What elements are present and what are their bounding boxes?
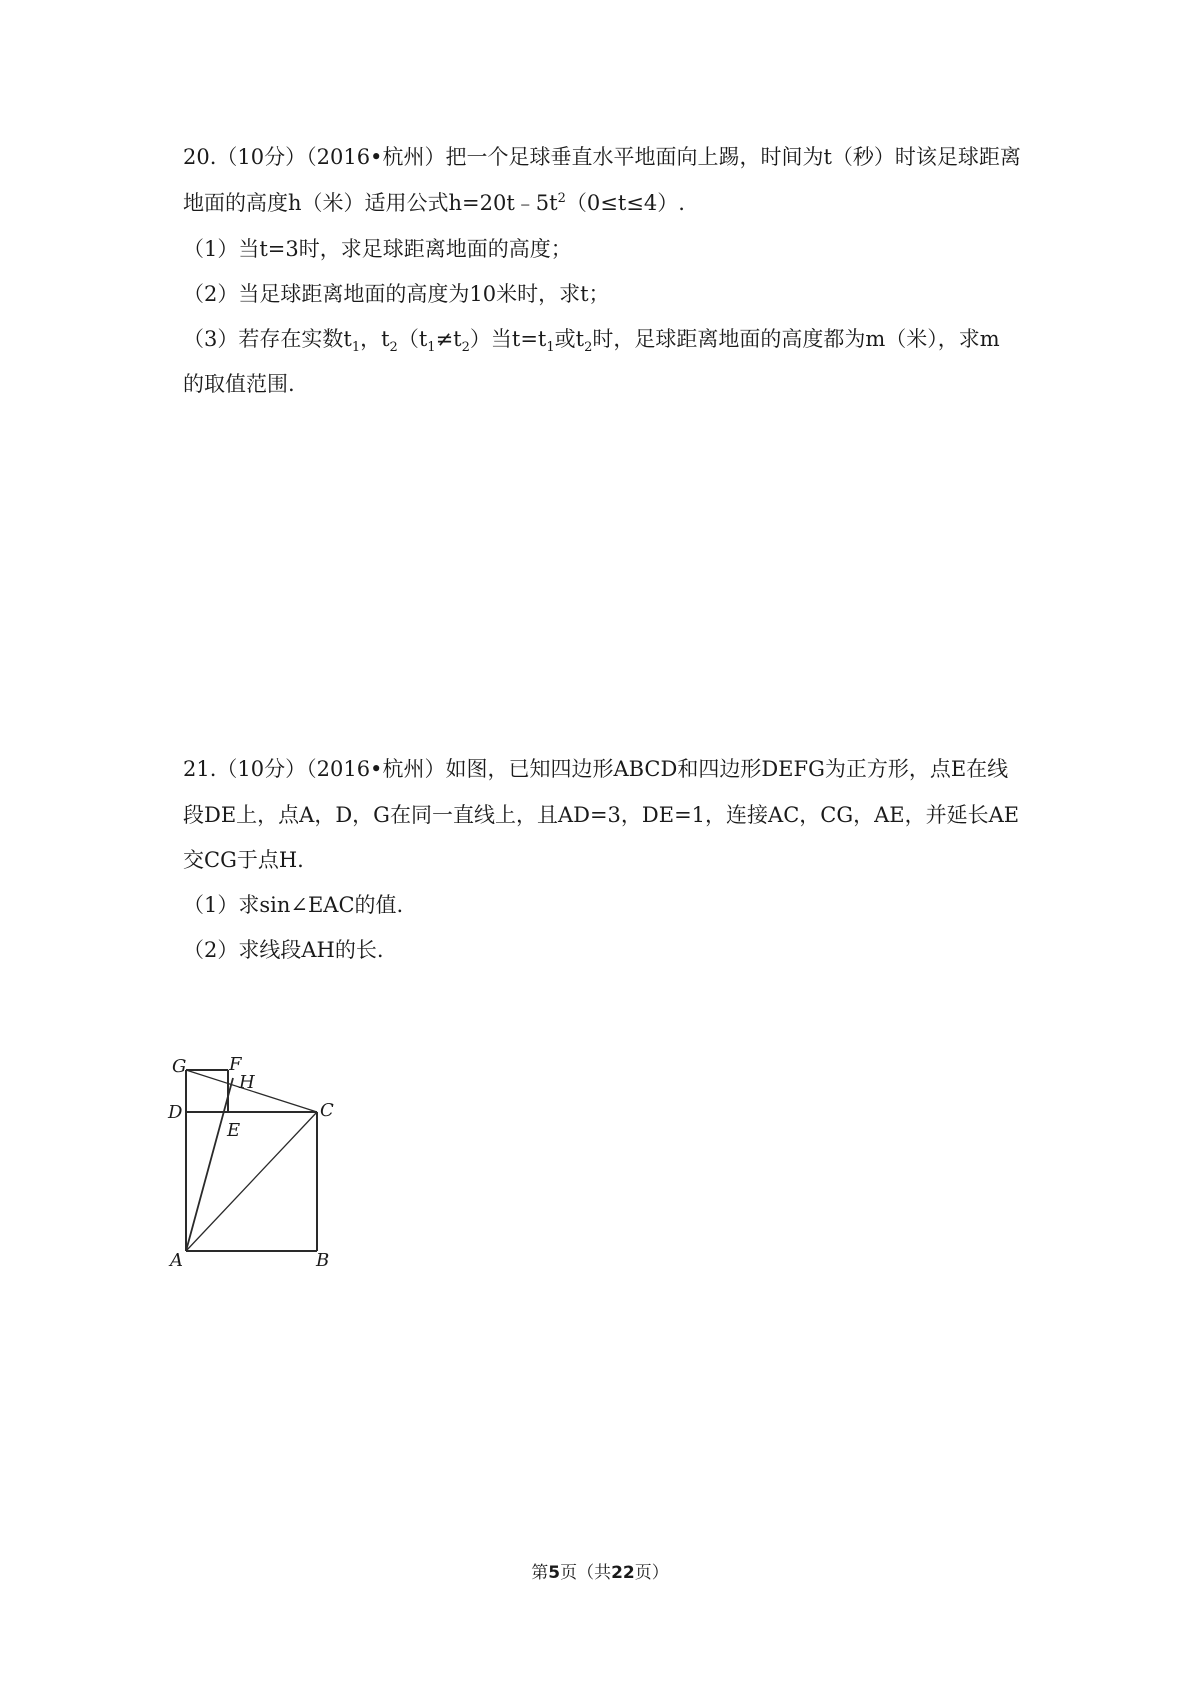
footer-total-pages: 22 — [611, 1563, 635, 1583]
q21-line3: 交CG于点H. — [183, 848, 304, 872]
q20-p3-s1: 1 — [351, 340, 361, 356]
label-a: A — [170, 1250, 183, 1271]
footer-prefix: 第 — [531, 1563, 549, 1583]
q20-part1: （1）当t=3时，求足球距离地面的高度； — [183, 237, 572, 261]
page-footer — [0, 1558, 1200, 1583]
footer-page-number: 5 — [548, 1563, 561, 1583]
label-c: C — [320, 1100, 334, 1121]
q20-p3-s6: 2 — [584, 340, 593, 356]
q20-p3-g: 时，足球距离地面的高度都为m（米），求m — [592, 327, 1000, 351]
q20-p3-d: ≠t — [435, 327, 462, 351]
footer-middle: 页（共 — [560, 1563, 612, 1583]
q20-part2: （2）当足球距离地面的高度为10米时，求t； — [183, 282, 610, 306]
label-h: H — [239, 1072, 255, 1093]
q20-line2 — [183, 189, 685, 217]
q20-p3-b: ，t — [360, 327, 390, 351]
label-e: E — [227, 1120, 241, 1141]
footer-suffix: 页） — [634, 1563, 669, 1583]
label-f: F — [229, 1054, 242, 1075]
geometry-figure — [168, 1040, 376, 1271]
q20-part3-line1 — [183, 325, 1000, 356]
q20-p3-a: （3）若存在实数t — [183, 327, 352, 351]
q21-part2: （2）求线段AH的长. — [183, 938, 384, 962]
q20-p3-e: ）当t=t — [469, 327, 547, 351]
q21-part1: （1）求sin∠EAC的值. — [183, 893, 404, 917]
q20-p3-s5: 1 — [546, 340, 555, 356]
label-d: D — [168, 1102, 183, 1123]
q20-line1: 20.（10分）（2016•杭州）把一个足球垂直水平地面向上踢，时间为t（秒）时该足球距离 — [183, 145, 1021, 169]
q20-p3-f: 或t — [554, 327, 585, 351]
q20-part3-line2: 的取值范围. — [183, 372, 295, 396]
q20-p3-c: （t — [397, 327, 428, 351]
label-b: B — [316, 1250, 330, 1271]
q20-p3-s4: 2 — [461, 340, 470, 356]
q20-line2-range: （0≤t≤4）. — [565, 191, 685, 215]
q20-exponent: 2 — [557, 191, 566, 206]
q21-line1: 21.（10分）（2016•杭州）如图，已知四边形ABCD和四边形DEFG为正方形，点E在线 — [183, 757, 1009, 781]
segment-ah — [186, 1078, 233, 1251]
q21-line2: 段DE上，点A，D，G在同一直线上，且AD=3，DE=1，连接AC，CG，AE，并延长AE — [183, 803, 1020, 827]
q20-line2-text: 地面的高度h（米）适用公式h=20t﹣5t — [183, 191, 558, 215]
label-g: G — [172, 1056, 187, 1077]
q20-p3-s3: 1 — [427, 340, 436, 356]
q20-p3-s2: 2 — [389, 340, 398, 356]
